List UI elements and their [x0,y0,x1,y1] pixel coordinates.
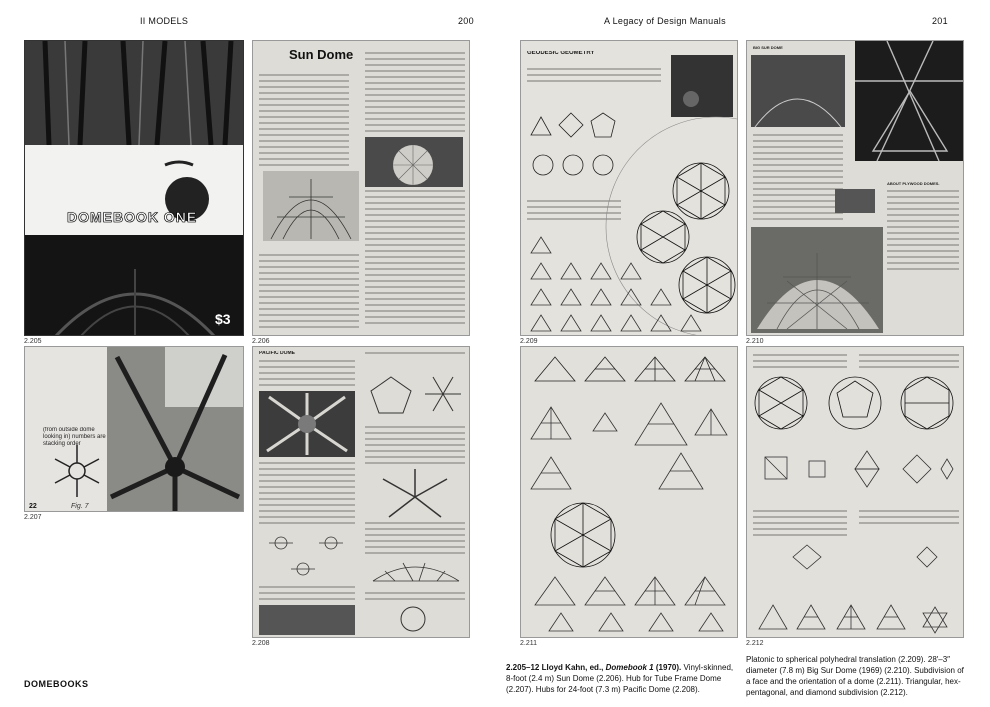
handwritten-note: (from outside dome looking in) numbers are stacking order [43,427,106,447]
figure-label: 2.205 [24,338,42,345]
figure-label: 2.212 [746,640,764,647]
cover-price: $3 [215,311,231,327]
caption-left-text: Vinyl-skinned, 8-foot (2.4 m) Sun Dome (2.206). Hub for Tube Frame Dome (2.207). Hubs for 24-foot (7.3 m) Pacific Dome (2.208). [506,663,734,694]
caption-author: Lloyd Kahn, ed., [541,663,604,672]
figure-label: 2.211 [520,640,537,647]
subdivision-diagrams [521,347,738,638]
right-page-number: 201 [932,16,948,26]
figure-2-212-subdivision [746,346,964,638]
cover-title: DOMEBOOK ONE [67,209,198,225]
masthead: GEODESIC GEOMETRY [527,51,595,56]
masthead: PACIFIC DOME [259,351,296,356]
right-page-title: A Legacy of Design Manuals [604,16,726,26]
right-caption: Platonic to spherical polyhedral translation (2.209). 28′–3″ diameter (7.8 m) Big Sur Dome (1969) (2.210). Subdivision of a face and the orientation of a dome (2.211). Triangular, hex-pentagonal, and diamond subdivision (2.212). [746,655,964,697]
scan-figure-label: Fig. 7 [71,503,89,510]
figure-label: 2.208 [252,640,270,647]
left-caption [506,662,738,695]
scan-page-number: 22 [29,503,37,510]
caption-year: (1970). [655,663,682,672]
figure-label: 2.206 [252,338,270,345]
figure-2-207-hub [24,346,244,512]
caption-book: Domebook 1 [605,663,654,672]
cover-artwork [25,41,244,336]
figure-2-211-subdivision [520,346,738,638]
section-header: II MODELS [140,16,189,26]
polyhedra-diagrams [521,41,738,336]
page-scan-art [747,41,964,336]
figure-2-209-geodesic-geometry [520,40,738,336]
figure-label: 2.207 [24,514,42,521]
box-title: ABOUT PLYWOOD DOMES. [887,181,940,186]
figure-2-210-big-sur-dome [746,40,964,336]
left-page-number: 200 [458,16,474,26]
caption-range: 2.205–12 [506,663,540,672]
figure-label: 2.210 [746,338,764,345]
masthead: BIG SUR DOME [753,45,783,50]
figure-label: 2.209 [520,338,538,345]
figure-2-206-sun-dome [252,40,470,336]
page-scan-art [253,347,470,638]
footer-section: DOMEBOOKS [24,679,89,689]
figure-2-208-pacific-dome [252,346,470,638]
page-scan-art [253,41,470,336]
subdivision-diagrams [747,347,964,638]
masthead: Sun Dome [289,47,354,62]
figure-2-205-cover [24,40,244,336]
